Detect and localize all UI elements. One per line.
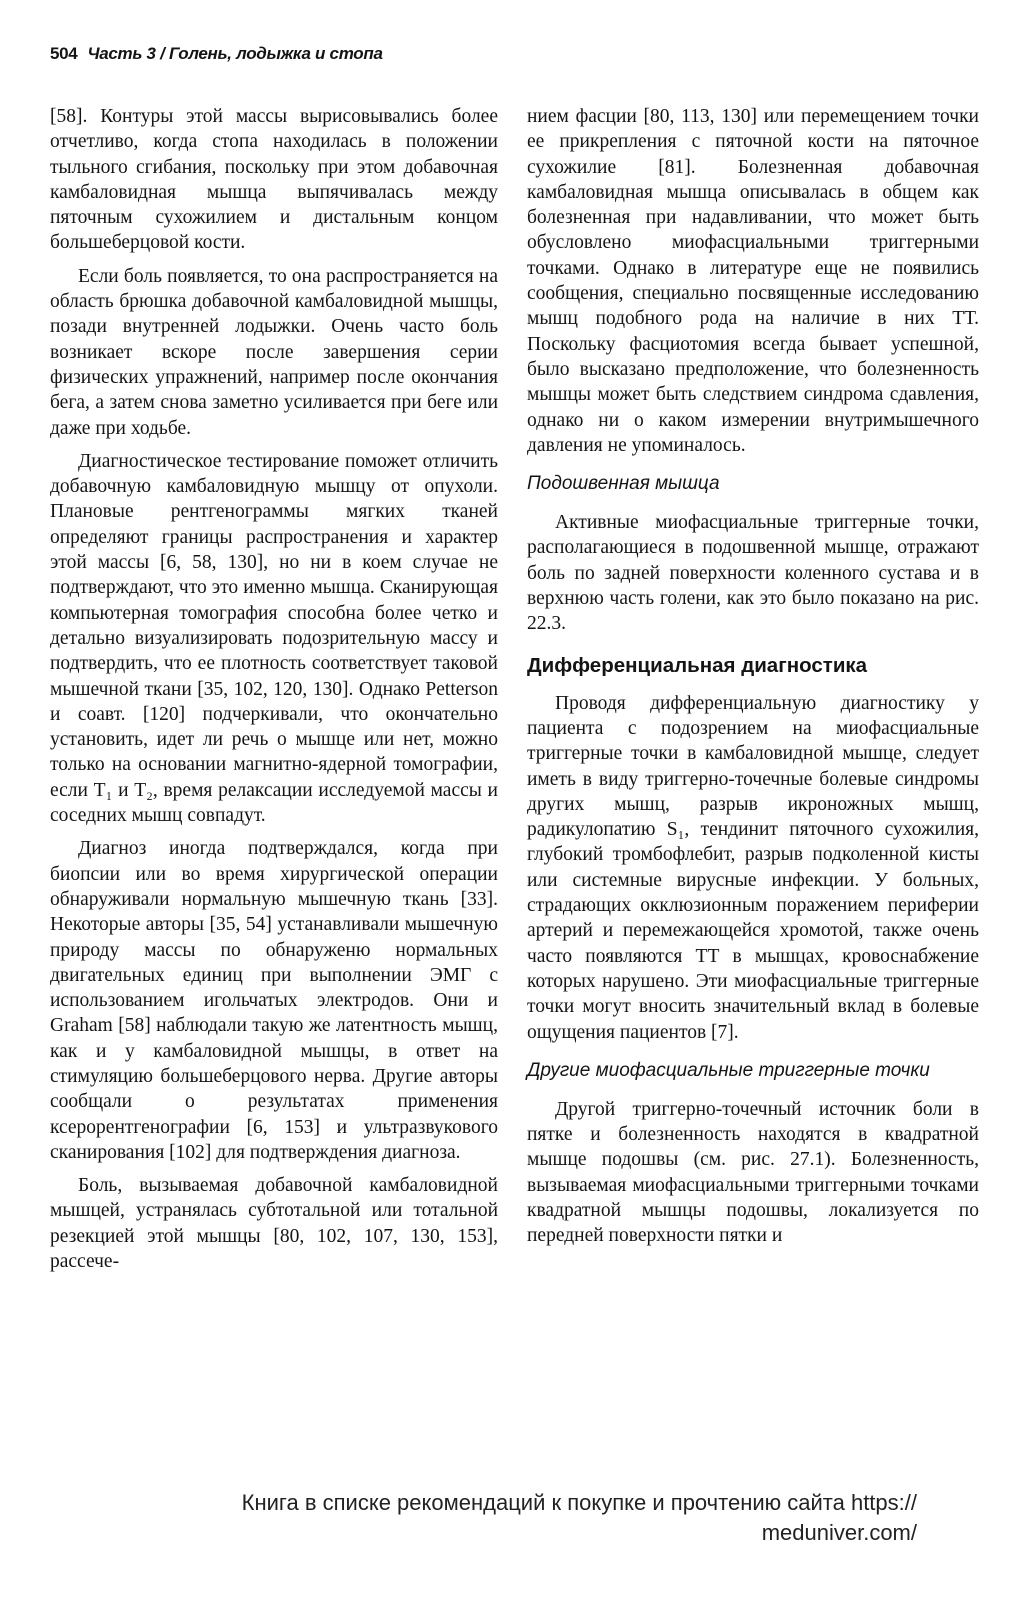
subheading-other-trigger-points: Другие миофасциальные триггерные точки <box>527 1059 930 1081</box>
paragraph: Активные миофасциальные триггерные точки, располагающиеся в подошвенной мышце, отражают боль по задней поверхности коленного сустава и в верхнюю часть голени, как это было показано на рис. 22.3. <box>527 512 979 635</box>
section-heading-differential: Дифференциальная диагностика <box>527 653 868 677</box>
right-column <box>527 104 979 1257</box>
running-title: Часть 3 / Голень, лодыжка и стопа <box>87 44 383 63</box>
paragraph: [58]. Контуры этой массы вырисовывались более отчетливо, когда стопа находилась в положении тыльного сгибания, поскольку при этом добавочная камбаловидная мышца выпячивалась между пяточным сухожилием и дистальным концом большеберцовой кости. <box>50 106 498 254</box>
paragraph: Проводя дифференциальную диагностику у пациента с подозрением на миофасциальные триггерные точки в камбаловидной мышце, следует иметь в виду триггерно-точечные болевые синдромы других мышц, разрыв икроножных мышц, радикулопатию S₁, тендинит пяточного сухожилия, глубокий тромбофлебит, разрыв подколенной кисты или системные вирусные инфекции. У больных, страдающих окклюзионным поражением периферии артерий и перемежающейся хромотой, также очень часто появляются ТТ в мышцах, кровоснабжение которых нарушено. Эти миофасциальные триггерные точки могут вносить значительный вклад в болевые ощущения пациентов [7]. <box>527 692 979 1043</box>
site-watermark <box>117 1488 917 1548</box>
running-head <box>50 44 383 64</box>
paragraph: Боль, вызываемая добавочной камбаловидной мышцей, устранялась субтотальной или тотальной резекцией этой мышцы [80, 102, 107, 130, 153], рассече- <box>50 1175 498 1273</box>
page-number: 504 <box>50 44 78 63</box>
paragraph: Диагностическое тестирование поможет отличить добавочную камбаловидную мышцу от опухоли. Плановые рентгенограммы мягких тканей определяют границы распространения и характер этой массы [6, 58, 130], но ни в коем случае не подтверждают, что это именно мышца. Сканирующая компьютерная томография способна более четко и детально визуализировать подозрительную массу и подтвердить, что ее плотность соответствует таковой мышечной ткани [35, 102, 120, 130]. Однако Petterson и соавт. [120] подчеркивали, что окончательно установить, идет ли речь о мышце или нет, можно только на основании магнитно-ядерной томографии, если T₁ и T₂, время релаксации исследуемой массы и соседних мышц совпадут. <box>50 450 498 827</box>
paragraph: Если боль появляется, то она распространяется на область брюшка добавочной камбаловидной мышцы, позади внутренней лодыжки. Очень часто боль возникает вскоре после завершения серии физических упражнений, например после окончания бега, а затем снова заметно усиливается при беге или даже при ходьбе. <box>50 265 498 439</box>
paragraph: нием фасции [80, 113, 130] или перемещением точки ее прикрепления с пяточной кости на пяточное сухожилие [81]. Болезненная добавочная камбаловидная мышца описывалась в общем как болезненная при надавливании, что может быть обусловлено миофасциальными триггерными точками. Однако в литературе еще не появились сообщения, специально посвященные исследованию мышц подобного рода на наличие в них ТТ. Поскольку фасциотомия всегда бывает успешной, было высказано предположение, что болезненность мышцы может быть следствием синдрома сдавления, однако ни о каком измерении внутримышечного давления не упоминалось. <box>527 106 979 456</box>
watermark-line: meduniver.com/ <box>761 1520 917 1545</box>
subheading-plantaris: Подошвенная мышца <box>527 473 720 495</box>
paragraph: Другой триггерно-точечный источник боли в пятке и болезненность находятся в квадратной мышце подошвы (см. рис. 27.1). Болезненность, вызываемая миофасциальными триггерными точками квадратной мышцы подошвы, локализуется по передней поверхности пятки и <box>527 1098 979 1247</box>
watermark-line: Книга в списке рекомендаций к покупке и прочтению сайта https:// <box>241 1490 917 1515</box>
left-column <box>50 104 498 1282</box>
paragraph: Диагноз иногда подтверждался, когда при биопсии или во время хирургической операции обнаруживали нормальную мышечную ткань [33]. Некоторые авторы [35, 54] устанавливали мышечную природу массы по обнаруженю нормальных двигательных единиц при выполнении ЭМГ с использованием игольчатых электродов. Они и Graham [58] наблюдали такую же латентность мышц, как и у камбаловидной мышцы, в ответ на стимуляцию большеберцового нерва. Другие авторы сообщали о результатах применения ксерорентгенографии [6, 153] и ультразвукового сканирования [102] для подтверждения диагноза. <box>50 838 498 1163</box>
